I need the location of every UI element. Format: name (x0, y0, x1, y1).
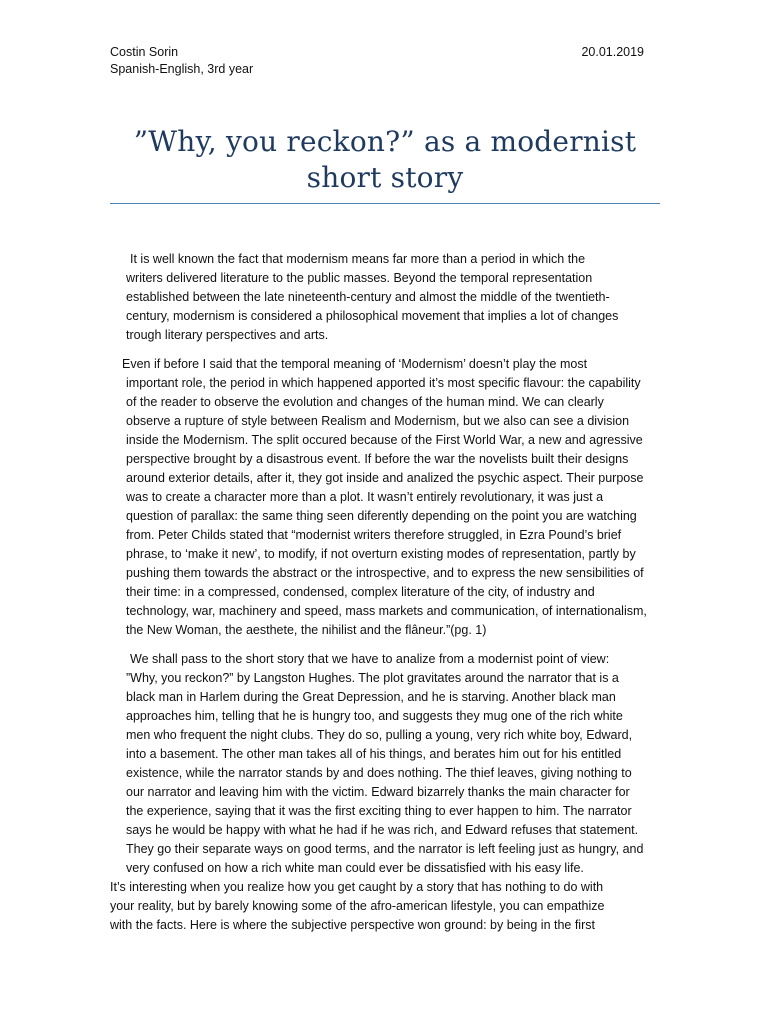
paragraph-line: black man in Harlem during the Great Depression, and he is starving. Another black man (126, 690, 616, 704)
paragraph-line: the experience, saying that it was the first exciting thing to ever happen to him. The narrator (126, 804, 632, 818)
essay-paragraph (110, 650, 658, 878)
paragraph-line: question of parallax: the same thing seen diferently depending on the point you are watching (126, 509, 637, 523)
paragraph-line: phrase, to ‘make it new’, to modify, if not overturn existing modes of representation, partly by (126, 547, 636, 561)
author-block (110, 44, 253, 78)
paragraph-line: We shall pass to the short story that we have to analize from a modernist point of view: (130, 652, 610, 666)
paragraph-line: around exterior details, after it, they got inside and analized the psychic aspect. Their purpose (126, 471, 644, 485)
paragraph-line: with the facts. Here is where the subjective perspective won ground: by being in the first (110, 918, 595, 932)
paragraph-line: very confused on how a rich white man could ever be dissatisfied with his easy life. (126, 861, 584, 875)
title-line-2: short story (306, 161, 464, 194)
essay-paragraph (110, 878, 658, 935)
page-title (110, 124, 660, 196)
essay-body (110, 250, 658, 945)
paragraph-line: says he would be happy with what he had if he was rich, and Edward refuses that statement. (126, 823, 639, 837)
essay-paragraph (110, 355, 658, 640)
paragraph-line: pushing them towards the abstract or the introspective, and to express the new sensibilities of (126, 566, 644, 580)
paragraph-line: your reality, but by barely knowing some of the afro-american lifestyle, you can empathize (110, 899, 605, 913)
paragraph-line: perspective brought by a disastrous event. If before the war the novelists built their designs (126, 452, 629, 466)
paragraph-line: men who frequent the night clubs. They do so, pulling a young, very rich white boy, Edward, (126, 728, 633, 742)
paragraph-line: from. Peter Childs stated that “modernist writers therefore struggled, in Ezra Pound’s brief (126, 528, 622, 542)
paragraph-line: into a basement. The other man takes all of his things, and berates him out for his entitled (126, 747, 622, 761)
author-name: Costin Sorin (110, 45, 179, 59)
paragraph-line: writers delivered literature to the public masses. Beyond the temporal representation (126, 271, 593, 285)
paragraph-line: important role, the period in which happened apported it’s most specific flavour: the capability (126, 376, 641, 390)
paragraph-line: It is well known the fact that modernism means far more than a period in which the (130, 252, 586, 266)
paragraph-line: observe a rupture of style between Realism and Modernism, but we also can see a division (126, 414, 630, 428)
title-line-1: ”Why, you reckon?” as a modernist (133, 125, 637, 158)
paragraph-line: our narrator and leaving him with the victim. Edward bizarrely thanks the main character for (126, 785, 630, 799)
paragraph-line: inside the Modernism. The split occured because of the First World War, a new and agressive (126, 433, 643, 447)
paragraph-line: approaches him, telling that he is hungry too, and suggests they mug one of the rich white (126, 709, 623, 723)
paragraph-line: was to create a character more than a plot. It wasn’t entirely revolutionary, it was just a (126, 490, 604, 504)
paragraph-line: century, modernism is considered a philosophical movement that implies a lot of changes (126, 309, 619, 323)
author-program: Spanish-English, 3rd year (110, 62, 254, 76)
title-divider (110, 203, 660, 204)
paragraph-line: technology, war, machinery and speed, mass markets and communication, of internationalism, (126, 604, 647, 618)
paragraph-line: It’s interesting when you realize how you get caught by a story that has nothing to do with (110, 880, 604, 894)
paragraph-line: their time: in a compressed, condensed, complex literature of the city, of industry and (126, 585, 595, 599)
paragraph-line: trough literary perspectives and arts. (126, 328, 329, 342)
paragraph-line: Even if before I said that the temporal meaning of ‘Modernism’ doesn’t play the most (122, 357, 588, 371)
paragraph-line: They go their separate ways on good terms, and the narrator is left feeling just as hungry, and (126, 842, 644, 856)
essay-paragraph (110, 250, 658, 345)
paragraph-line: the New Woman, the aesthete, the nihilist and the flâneur.”(pg. 1) (126, 623, 487, 637)
paragraph-line: ”Why, you reckon?” by Langston Hughes. The plot gravitates around the narrator that is a (126, 671, 619, 685)
paragraph-line: of the reader to observe the evolution and changes of the human mind. We can clearly (126, 395, 604, 409)
paragraph-line: established between the late nineteenth-century and almost the middle of the twentieth- (126, 290, 610, 304)
document-date: 20.01.2019 (581, 45, 644, 59)
paragraph-line: existence, while the narrator stands by and does nothing. The thief leaves, giving nothing to (126, 766, 632, 780)
